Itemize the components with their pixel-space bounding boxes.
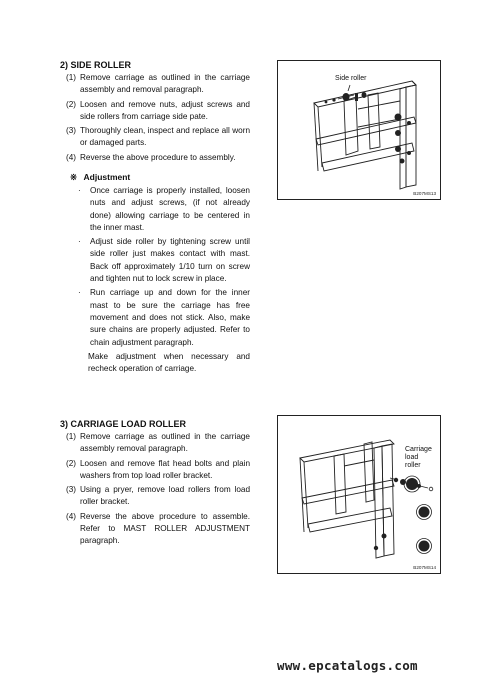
watermark-url: www.epcatalogs.com bbox=[277, 658, 418, 673]
figure-label-line: roller bbox=[405, 462, 421, 469]
step-text: Loosen and remove nuts, adjust screws and side rollers from carriage side pate. bbox=[80, 99, 250, 121]
bullet-text: Adjust side roller by tightening screw until side roller just makes contact with mast. Back off approximately 1/10 turn on screw and tighten nut to lock screw in place. bbox=[90, 237, 250, 284]
step-number: (3) bbox=[66, 485, 77, 495]
step-number: (2) bbox=[66, 99, 77, 109]
step-number: (3) bbox=[66, 126, 77, 136]
list-item bbox=[76, 185, 250, 234]
carriage-load-roller-steps bbox=[66, 431, 250, 548]
step-text: Reverse the above procedure to assemble. Refer to MAST ROLLER ADJUSTMENT paragraph. bbox=[80, 511, 250, 546]
section-heading-side-roller: 2) SIDE ROLLER bbox=[60, 60, 132, 70]
step-number: (1) bbox=[66, 73, 77, 82]
list-item bbox=[66, 72, 250, 97]
figure-label-line: Carriage load bbox=[405, 446, 432, 461]
reference-mark: ※ bbox=[70, 172, 78, 182]
figure-carriage-load-roller bbox=[277, 415, 441, 574]
step-number: (4) bbox=[66, 152, 77, 162]
list-item bbox=[66, 152, 250, 164]
step-text: Using a pryer, remove load rollers from load roller bracket. bbox=[80, 485, 250, 507]
step-number: (2) bbox=[66, 458, 77, 468]
step-text: Remove carriage as outlined in the carriage assembly removal paragraph. bbox=[80, 432, 250, 454]
step-text: Thoroughly clean, inspect and replace all worn or damaged parts. bbox=[80, 126, 250, 148]
list-item bbox=[66, 431, 250, 456]
step-text: Reverse the above procedure to assembly. bbox=[80, 152, 236, 162]
adjustment-list bbox=[76, 185, 250, 375]
list-item bbox=[66, 125, 250, 150]
bullet-dot: · bbox=[78, 237, 81, 247]
list-item bbox=[76, 287, 250, 348]
bullet-dot: · bbox=[78, 186, 81, 195]
figure-code: B207MS14 bbox=[413, 565, 436, 570]
step-text: Remove carriage as outlined in the carriage assembly and removal paragraph. bbox=[80, 73, 250, 95]
bullet-text: Once carriage is properly installed, loosen nuts and adjust screws, (if not already done) allowing carriage to be centered in the inner mast. bbox=[90, 186, 250, 232]
bullet-dot: · bbox=[78, 288, 81, 298]
figure-label: Side roller bbox=[335, 75, 367, 82]
side-roller-steps bbox=[66, 72, 250, 164]
figure-label bbox=[405, 446, 440, 470]
step-text: Loosen and remove flat head bolts and plain washers from top load roller bracket. bbox=[80, 458, 250, 480]
step-number: (1) bbox=[66, 432, 77, 441]
list-item bbox=[66, 458, 250, 483]
carriage-load-roller-drawing bbox=[278, 416, 440, 573]
adjustment-title: Adjustment bbox=[83, 172, 131, 182]
adjustment-heading bbox=[70, 172, 130, 183]
list-item bbox=[66, 484, 250, 509]
list-item bbox=[66, 99, 250, 124]
figure-side-roller bbox=[277, 60, 441, 200]
figure-code: B207MS13 bbox=[413, 191, 436, 196]
list-item bbox=[66, 511, 250, 548]
bullet-text: Run carriage up and down for the inner mast to be sure the carriage has free movement and does not stick. Also, make sure chains are properly adjusted. Refer to chain adjustment paragraph. bbox=[90, 288, 250, 347]
list-item bbox=[76, 236, 250, 285]
step-number: (4) bbox=[66, 511, 77, 521]
adjustment-note: Make adjustment when necessary and recheck operation of carriage. bbox=[88, 351, 250, 374]
section-heading-carriage-load-roller: 3) CARRIAGE LOAD ROLLER bbox=[60, 419, 186, 429]
